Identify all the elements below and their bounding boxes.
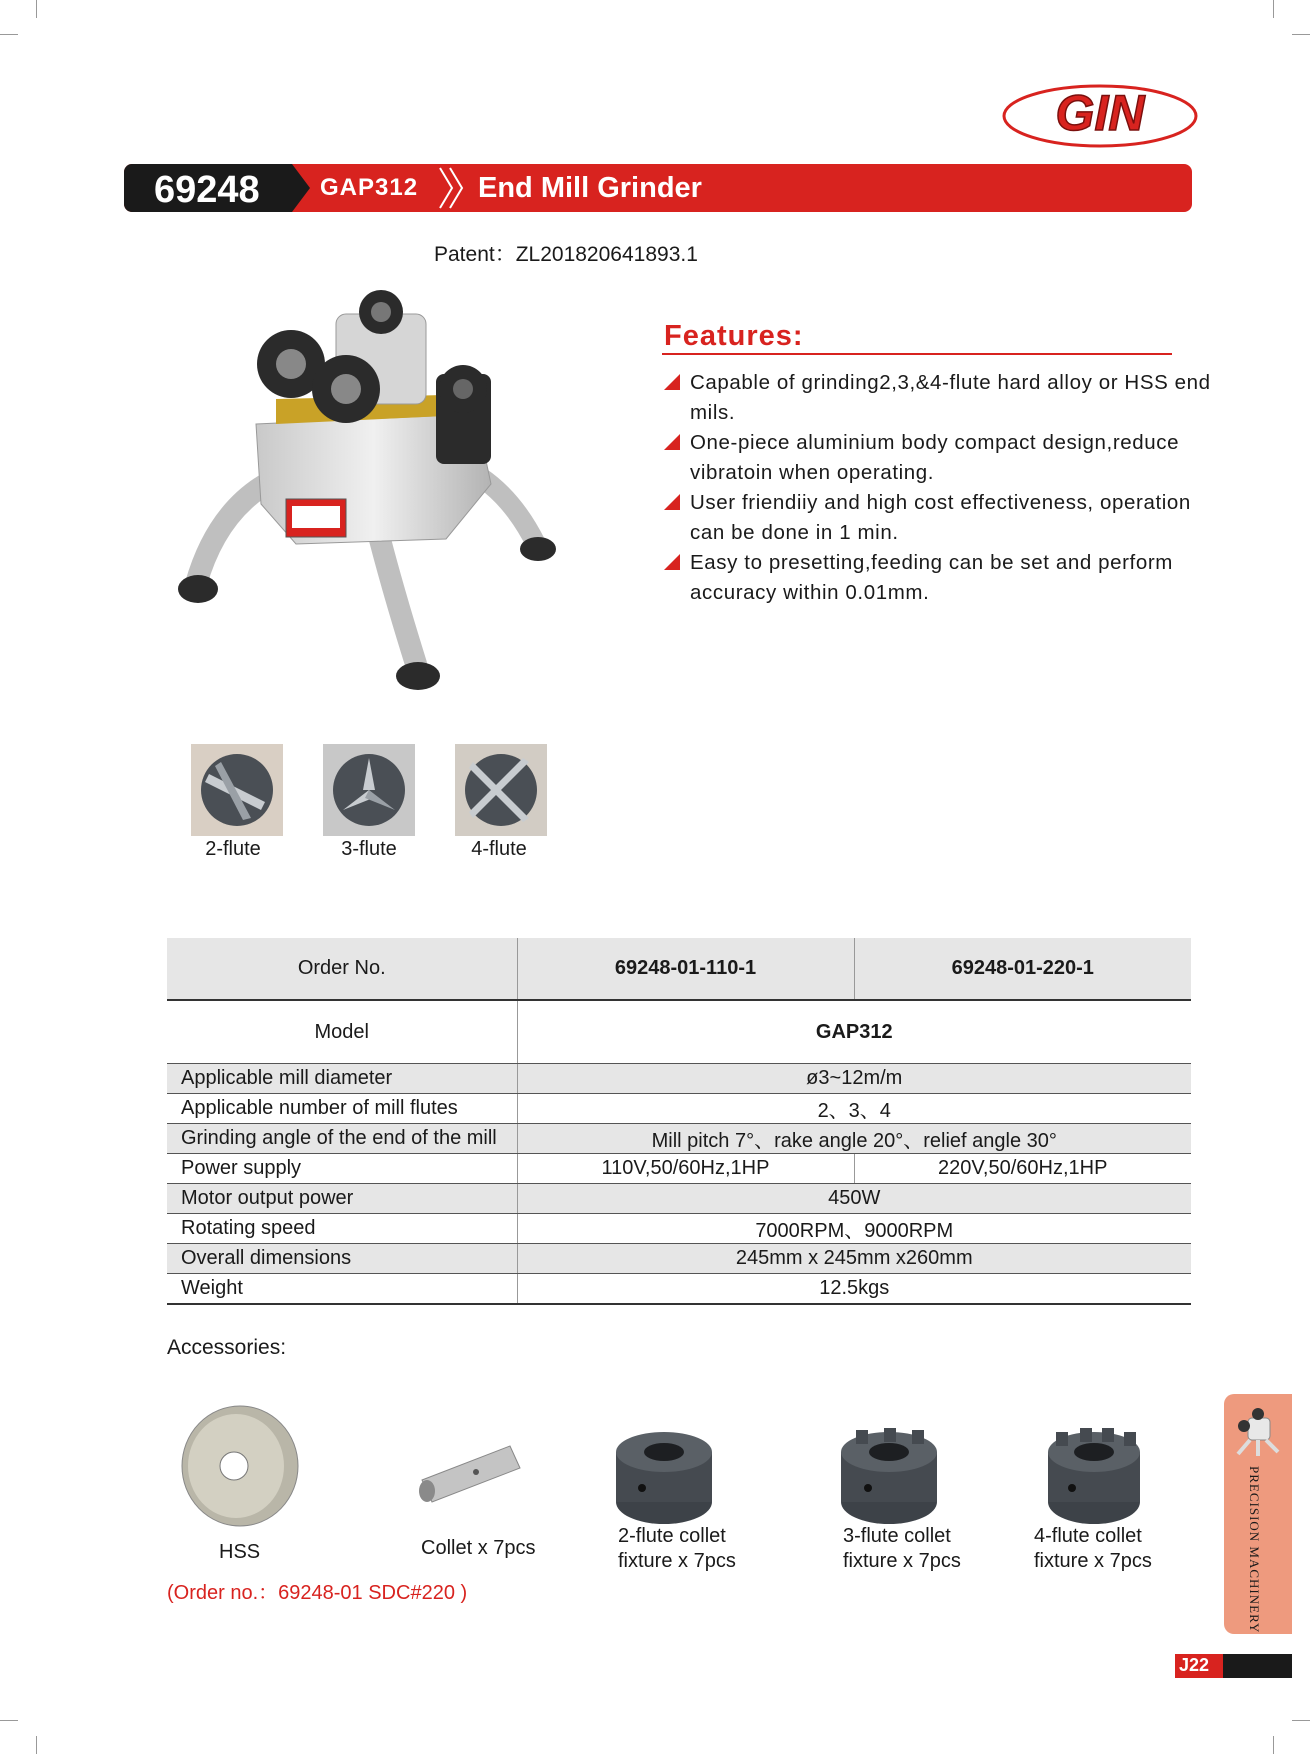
features-title: Features: <box>664 320 804 352</box>
specification-table <box>167 938 1191 1305</box>
features-list <box>662 368 1222 608</box>
spec-value: 245mm x 245mm x260mm <box>517 1244 1191 1274</box>
section-side-tab <box>1224 1394 1292 1634</box>
table-row <box>167 1274 1191 1305</box>
table-row <box>167 1154 1191 1184</box>
model-value: GAP312 <box>517 1000 1191 1064</box>
spec-label: Grinding angle of the end of the mill <box>167 1124 517 1154</box>
side-tab-label: PRECISION MACHINERY <box>1247 1466 1262 1634</box>
crop-mark <box>0 34 18 35</box>
three-flute-collet-fixture-image <box>836 1426 942 1531</box>
machine-thumbnail-icon <box>1230 1402 1286 1458</box>
red-triangle-bullet-icon <box>664 374 680 390</box>
order-number-b: 69248-01-220-1 <box>854 938 1191 1000</box>
table-row <box>167 1000 1191 1064</box>
spec-value: 450W <box>517 1184 1191 1214</box>
accessories-title: Accessories: <box>167 1336 287 1359</box>
flute-label: 3-flute <box>341 838 397 860</box>
spec-value: Mill pitch 7°、rake angle 20°、relief angle 30° <box>517 1124 1191 1154</box>
spec-value: 220V,50/60Hz,1HP <box>854 1154 1191 1184</box>
crop-mark <box>36 1736 37 1754</box>
spec-label: Overall dimensions <box>167 1244 517 1274</box>
four-flute-collet-fixture-image <box>1042 1426 1146 1531</box>
crop-mark <box>0 1720 18 1721</box>
spec-value: 110V,50/60Hz,1HP <box>517 1154 854 1184</box>
order-number-a: 69248-01-110-1 <box>517 938 854 1000</box>
red-triangle-bullet-icon <box>664 554 680 570</box>
page-number: J22 <box>1179 1655 1210 1675</box>
table-row <box>167 938 1191 1000</box>
item-number: 69248 <box>154 169 260 211</box>
crop-mark <box>36 0 37 18</box>
accessory-label: 2-flute collet fixture x 7pcs <box>618 1525 736 1572</box>
double-chevron-icon <box>436 164 470 212</box>
spec-label: Weight <box>167 1274 517 1305</box>
features-divider <box>662 353 1172 355</box>
product-title: End Mill Grinder <box>478 172 702 204</box>
two-flute-image <box>191 744 283 836</box>
spec-label: Power supply <box>167 1154 517 1184</box>
spec-label: Rotating speed <box>167 1214 517 1244</box>
collet-image <box>416 1440 526 1515</box>
crop-mark <box>1292 1720 1310 1721</box>
table-row <box>167 1244 1191 1274</box>
table-row <box>167 1064 1191 1094</box>
red-triangle-bullet-icon <box>664 494 680 510</box>
table-row <box>167 1094 1191 1124</box>
flute-label: 4-flute <box>471 838 527 860</box>
crop-mark <box>1292 34 1310 35</box>
spec-value: 2、3、4 <box>517 1094 1191 1124</box>
svg-text:GIN: GIN <box>1055 85 1145 141</box>
accessory-label: HSS <box>219 1541 261 1563</box>
feature-item: One-piece aluminium body compact design,reduce vibratoin when operating. <box>662 428 1222 488</box>
accessory-label: Collet x 7pcs <box>421 1537 536 1559</box>
accessory-label: 4-flute collet fixture x 7pcs <box>1034 1525 1152 1572</box>
product-header-bar <box>124 164 1192 212</box>
table-row <box>167 1214 1191 1244</box>
feature-item: User friendiiy and high cost effectiveness, operation can be done in 1 min. <box>662 488 1222 548</box>
feature-item: Easy to presetting,feeding can be set and perform accuracy within 0.01mm. <box>662 548 1222 608</box>
four-flute-image <box>455 744 547 836</box>
three-flute-image <box>323 744 415 836</box>
grinding-wheel-image <box>178 1404 302 1533</box>
feature-item: Capable of grinding2,3,&4-flute hard alloy or HSS end mils. <box>662 368 1222 428</box>
accessory-order-note: (Order no.：69248-01 SDC#220 ) <box>167 1582 468 1604</box>
patent-number: Patent：ZL201820641893.1 <box>434 243 698 266</box>
spec-value: 7000RPM、9000RPM <box>517 1214 1191 1244</box>
order-label: Order No. <box>167 938 517 1000</box>
crop-mark <box>1273 1736 1274 1754</box>
page-number-bar <box>1175 1654 1292 1678</box>
spec-label: Applicable mill diameter <box>167 1064 517 1094</box>
accessory-label: 3-flute collet fixture x 7pcs <box>843 1525 961 1572</box>
model-code: GAP312 <box>320 174 419 201</box>
brand-logo <box>1000 78 1200 150</box>
spec-label: Applicable number of mill flutes <box>167 1094 517 1124</box>
model-label: Model <box>167 1000 517 1064</box>
two-flute-collet-fixture-image <box>612 1430 716 1531</box>
crop-mark <box>1273 0 1274 18</box>
spec-label: Motor output power <box>167 1184 517 1214</box>
spec-value: ø3~12m/m <box>517 1064 1191 1094</box>
end-mill-grinder-image <box>176 284 576 704</box>
table-row <box>167 1184 1191 1214</box>
table-row <box>167 1124 1191 1154</box>
red-triangle-bullet-icon <box>664 434 680 450</box>
flute-label: 2-flute <box>205 838 261 860</box>
spec-value: 12.5kgs <box>517 1274 1191 1305</box>
